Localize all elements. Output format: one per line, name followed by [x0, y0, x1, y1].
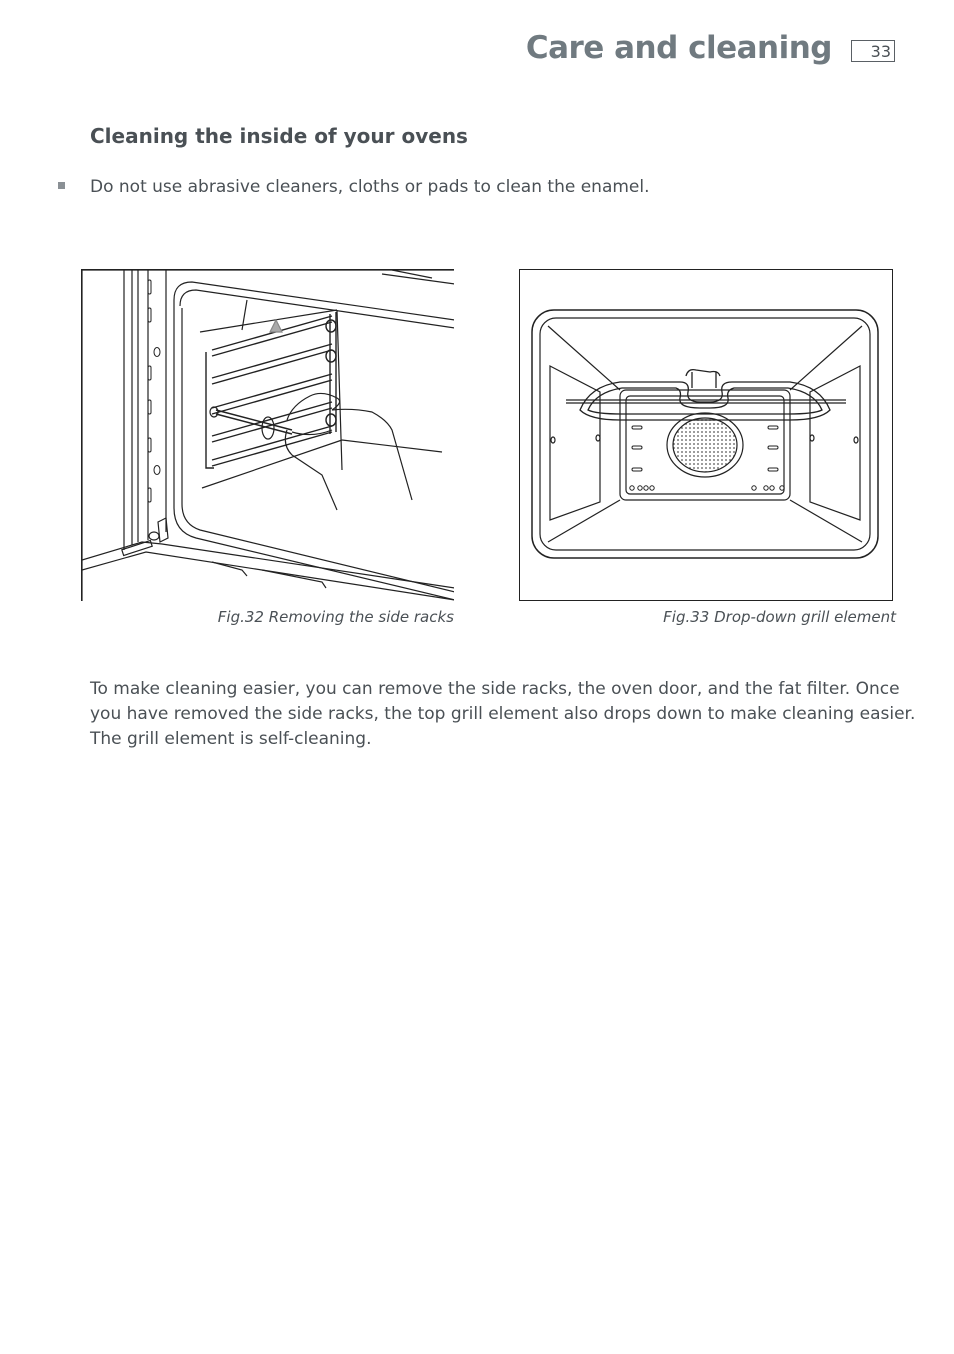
page-title: Care and cleaning: [525, 30, 832, 66]
oven-side-rack-illustration: [82, 270, 454, 601]
body-line: you have removed the side racks, the top grill element also drops down to make cleaning easier.: [90, 704, 916, 724]
body-paragraph: [90, 677, 916, 752]
figure-drop-down-grill: [519, 269, 893, 601]
body-line: To make cleaning easier, you can remove the side racks, the oven door, and the fat filter. Once: [90, 679, 900, 699]
oven-grill-illustration: [520, 270, 892, 600]
figure-removing-side-racks: [81, 269, 454, 601]
bullet-marker-icon: [58, 182, 65, 189]
figure-caption: Fig.33 Drop-down grill element: [663, 608, 896, 626]
page-number: 33: [851, 40, 895, 62]
body-line: The grill element is self-cleaning.: [90, 729, 372, 749]
section-heading: Cleaning the inside of your ovens: [90, 124, 468, 148]
bullet-item: Do not use abrasive cleaners, cloths or pads to clean the enamel.: [90, 177, 650, 197]
figure-caption: Fig.32 Removing the side racks: [217, 608, 454, 626]
